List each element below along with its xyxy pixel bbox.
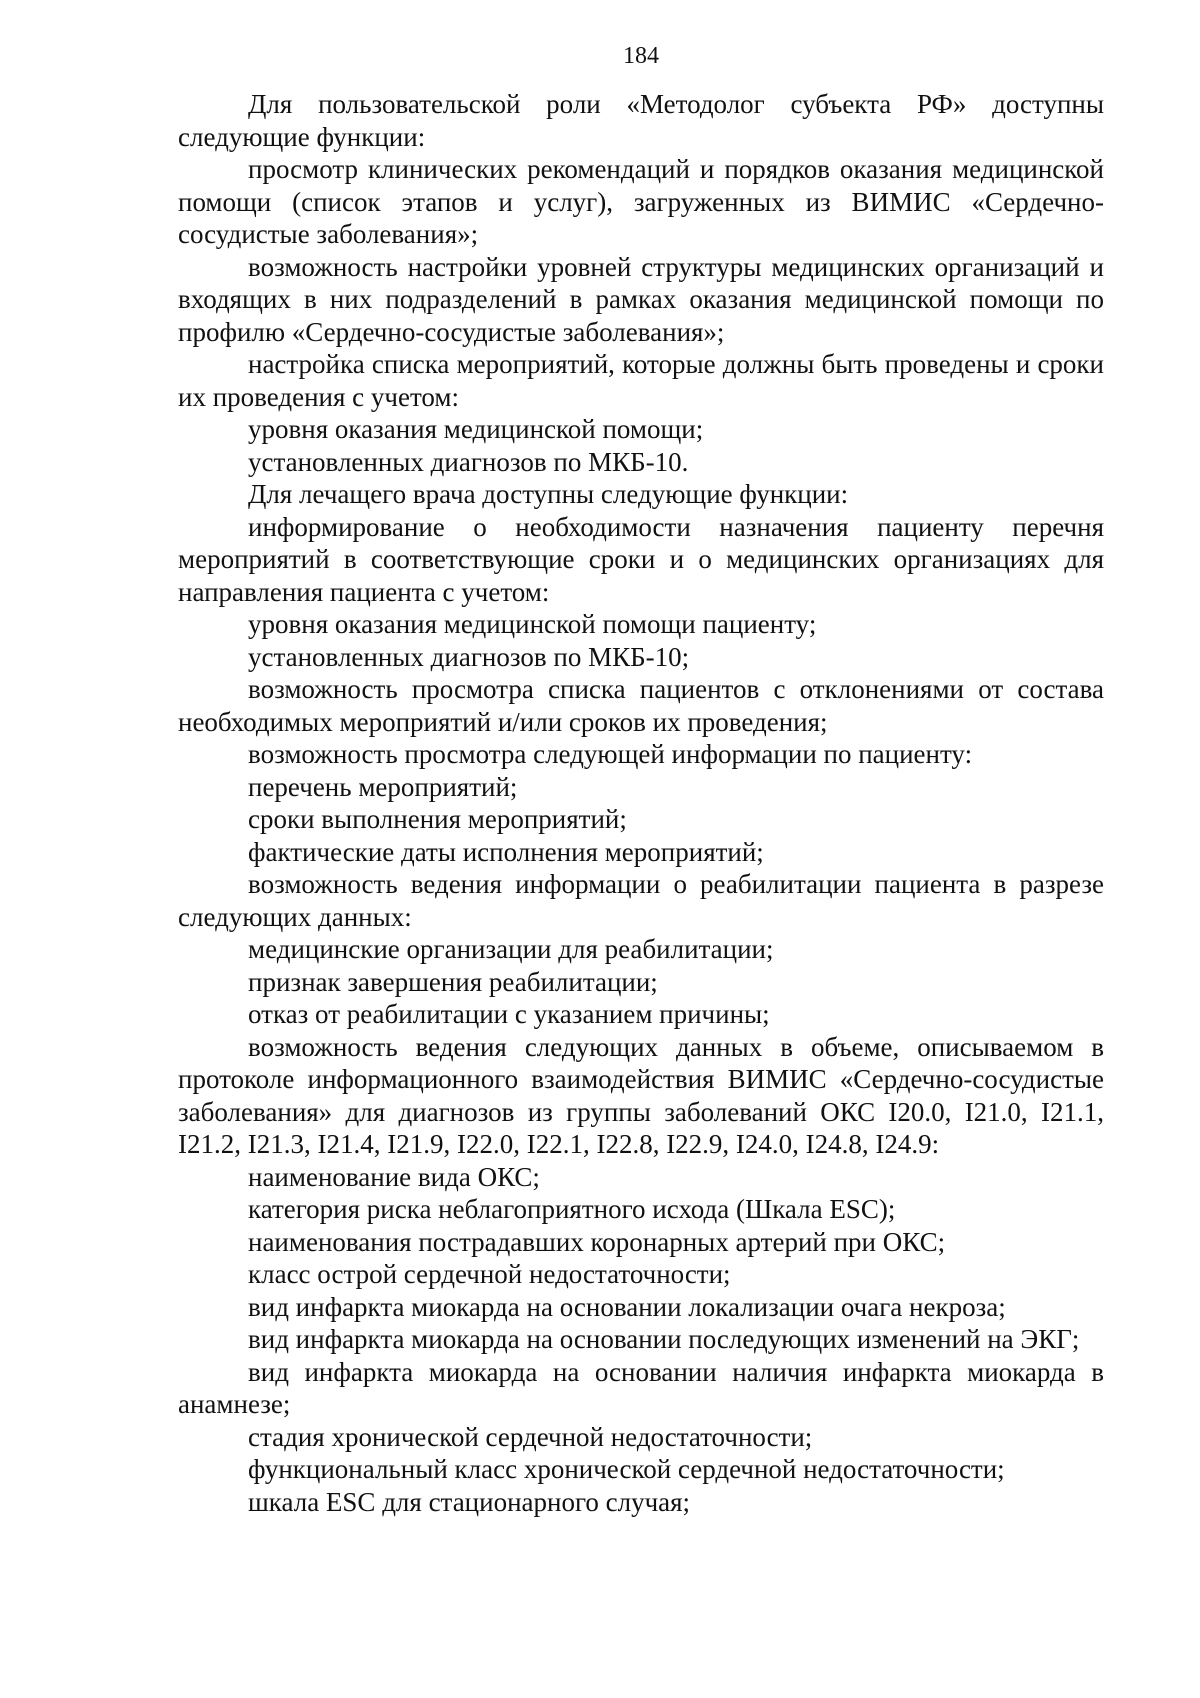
paragraph: информирование о необходимости назначения пациенту перечня мероприятий в соответствующие сроки и о медицинских организациях для направления пациента с учетом: bbox=[178, 511, 1104, 607]
body-text bbox=[178, 88, 1104, 1518]
paragraph: признак завершения реабилитации; bbox=[248, 966, 658, 997]
paragraph: класс острой сердечной недостаточности; bbox=[248, 1259, 731, 1289]
paragraph: установленных диагнозов по МКБ-10. bbox=[248, 446, 689, 477]
paragraph: вид инфаркта миокарда на основании наличия инфаркта миокарда в анамнезе; bbox=[178, 1356, 1104, 1419]
paragraph: Для пользовательской роли «Методолог субъекта РФ» доступны следующие функции: bbox=[178, 89, 1104, 152]
paragraph: возможность настройки уровней структуры медицинских организаций и входящих в них подразделений в рамках оказания медицинской помощи по профилю «Сердечно-сосудистые заболевания»; bbox=[178, 251, 1104, 347]
paragraph: категория риска неблагоприятного исхода (Шкала ESC); bbox=[248, 1194, 896, 1224]
paragraph: настройка списка мероприятий, которые должны быть проведены и сроки их проведения с учетом: bbox=[178, 349, 1104, 412]
paragraph: наименования пострадавших коронарных артерий при ОКС; bbox=[248, 1226, 946, 1257]
paragraph: вид инфаркта миокарда на основании локализации очага некроза; bbox=[248, 1291, 1006, 1322]
paragraph: возможность ведения информации о реабилитации пациента в разрезе следующих данных: bbox=[178, 869, 1104, 932]
paragraph: функциональный класс хронической сердечной недостаточности; bbox=[248, 1454, 1005, 1484]
paragraph: стадия хронической сердечной недостаточности; bbox=[248, 1421, 813, 1452]
paragraph: фактические даты исполнения мероприятий; bbox=[248, 836, 764, 867]
paragraph: просмотр клинических рекомендаций и порядков оказания медицинской помощи (список этапов и услуг), загруженных из ВИМИС «Сердечно-сосудистые заболевания»; bbox=[178, 154, 1104, 249]
paragraph: установленных диагнозов по МКБ-10; bbox=[248, 641, 690, 672]
paragraph: уровня оказания медицинской помощи пациенту; bbox=[248, 609, 817, 639]
paragraph: перечень мероприятий; bbox=[248, 771, 518, 802]
paragraph: сроки выполнения мероприятий; bbox=[248, 804, 627, 834]
paragraph: отказ от реабилитации с указанием причины; bbox=[248, 999, 770, 1029]
paragraph: Для лечащего врача доступны следующие функции: bbox=[248, 479, 849, 509]
paragraph: шкала ESC для стационарного случая; bbox=[248, 1486, 691, 1517]
paragraph: уровня оказания медицинской помощи; bbox=[248, 414, 704, 444]
paragraph: вид инфаркта миокарда на основании последующих изменений на ЭКГ; bbox=[248, 1324, 1080, 1354]
paragraph: медицинские организации для реабилитации; bbox=[248, 934, 774, 964]
paragraph: возможность ведения следующих данных в объеме, описываемом в протоколе информационного взаимодействия ВИМИС «Сердечно-сосудистые заболевания» для диагнозов из группы заболеваний ОКС I20.0, I21.0, I21.1, I21.2, I21.3, I21.4, I21.9, I22.0, I22.1, I22.8, I22.9, I24.0, I24.8, I24.9: bbox=[178, 1031, 1104, 1159]
paragraph: наименование вида ОКС; bbox=[248, 1161, 540, 1192]
page-number: 184 bbox=[623, 43, 659, 69]
paragraph: возможность просмотра списка пациентов с отклонениями от состава необходимых мероприятий и/или сроков их проведения; bbox=[178, 674, 1104, 737]
paragraph: возможность просмотра следующей информации по пациенту: bbox=[248, 739, 973, 769]
